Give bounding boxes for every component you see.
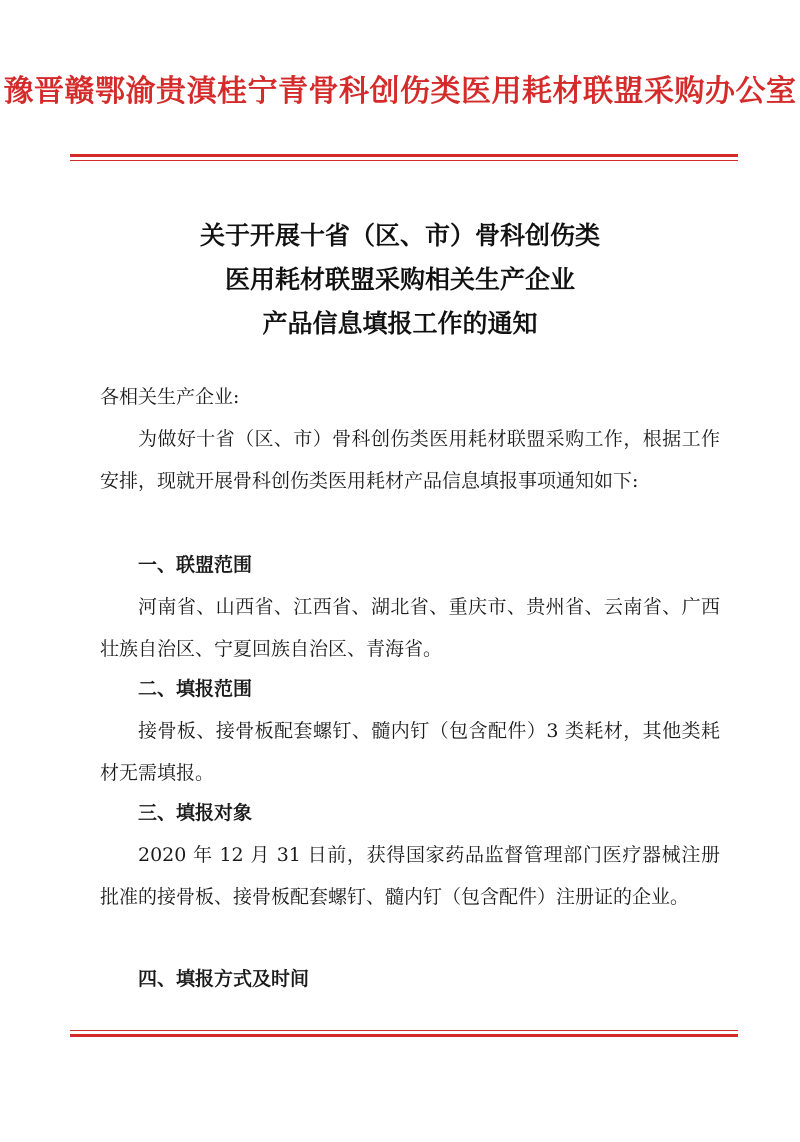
footer-divider-thick: [70, 1034, 738, 1037]
header-divider-thick: [70, 154, 738, 157]
notice-title-line-3: 产品信息填报工作的通知: [262, 309, 538, 338]
intro-paragraph: 为做好十省（区、市）骨科创伤类医用耗材联盟采购工作，根据工作安排，现就开展骨科创伤类医用耗材产品信息填报事项通知如下:: [100, 428, 720, 492]
section-heading-method-and-time: 四、填报方式及时间: [138, 968, 310, 990]
section-text-reporting-scope: 接骨板、接骨板配套螺钉、髓内钉（包含配件）3 类耗材，其他类耗材无需填报。: [100, 720, 720, 784]
section-text-alliance-scope: 河南省、山西省、江西省、湖北省、重庆市、贵州省、云南省、广西壮族自治区、宁夏回族自治区、青海省。: [100, 596, 720, 660]
notice-title: [0, 214, 800, 346]
section-heading-reporting-targets: 三、填报对象: [138, 802, 253, 824]
salutation: 各相关生产企业:: [100, 386, 240, 408]
notice-title-line-2: 医用耗材联盟采购相关生产企业: [224, 265, 575, 294]
issuing-office-header: 豫晋赣鄂渝贵滇桂宁青骨科创伤类医用耗材联盟采购办公室: [3, 74, 797, 109]
footer-divider-thin: [70, 1030, 738, 1031]
notice-title-line-1: 关于开展十省（区、市）骨科创伤类: [199, 221, 600, 250]
section-text-reporting-targets: 2020 年 12 月 31 日前，获得国家药品监督管理部门医疗器械注册批准的接骨板、接骨板配套螺钉、髓内钉（包含配件）注册证的企业。: [100, 844, 720, 908]
header-divider-thin: [70, 160, 738, 161]
section-heading-reporting-scope: 二、填报范围: [138, 678, 253, 700]
section-heading-alliance-scope: 一、联盟范围: [138, 554, 253, 576]
